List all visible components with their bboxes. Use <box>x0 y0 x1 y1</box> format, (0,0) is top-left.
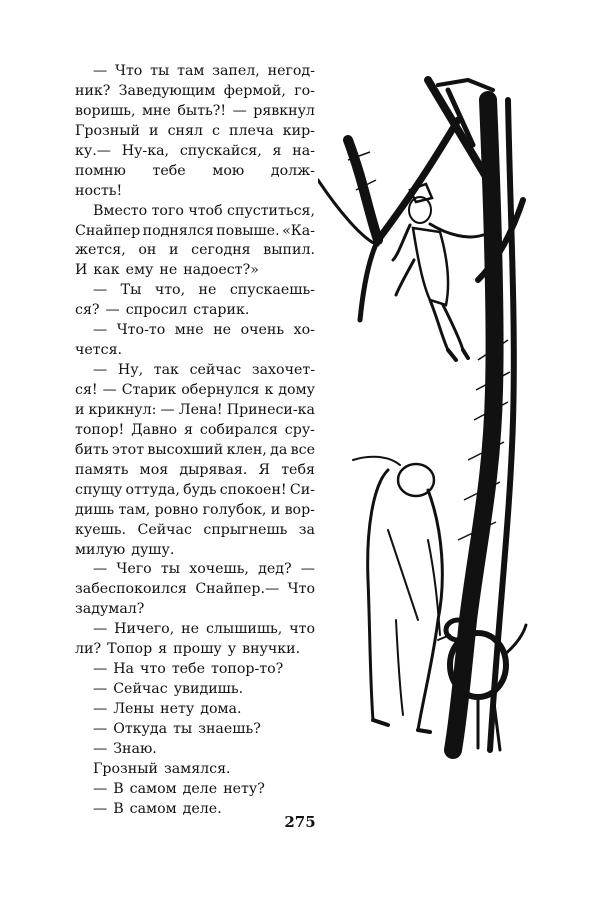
text-line: — На что тебе топор-то? <box>93 661 284 678</box>
text-column <box>75 62 315 820</box>
text-line: воришь, мне быть?! — рявкнул <box>75 102 315 119</box>
text-line: — Ничего, не слышишь, что <box>93 621 315 638</box>
text-line: — Что-то мне не очень хо- <box>93 322 315 339</box>
text-line: помню тебе мою долж- <box>75 162 315 179</box>
text-line: задумал? <box>75 601 145 618</box>
text-line: жется, он и сегодня выпил. <box>75 242 315 259</box>
text-line: Грозный замялся. <box>93 760 231 777</box>
text-line: ку.— Ну-ка, спускайся, я на- <box>75 142 315 159</box>
text-line: чется. <box>75 342 123 359</box>
text-line: — Лены нету дома. <box>93 701 242 717</box>
text-line: — Ты что, не спускаешь- <box>93 282 315 299</box>
text-line: ник? Заведующим фермой, го- <box>75 82 315 99</box>
text-line: — Сейчас увидишь. <box>93 681 244 698</box>
text-line: — Ну, так сейчас захочет- <box>93 362 315 379</box>
text-line: — Что ты там запел, негод- <box>93 63 315 79</box>
text-line: ся! — Старик обернулся к дому <box>75 382 315 398</box>
text-line: ность! <box>75 182 123 199</box>
text-line: бить этот высохший клен, да все <box>75 441 315 458</box>
text-line: Снайпер поднялся повыше. «Ка- <box>75 222 315 239</box>
text-line: — В самом деле. <box>93 800 222 817</box>
text-line: Грозный и снял с плеча кир- <box>75 122 315 139</box>
text-line: — Чего ты хочешь, дед? — <box>93 561 315 578</box>
tree-with-man-and-old-man-with-dog-icon <box>318 60 534 760</box>
text-line: дишь там, ровно голубок, и вор- <box>75 501 315 518</box>
text-line: куешь. Сейчас спрыгнешь за <box>75 521 315 538</box>
text-line: — Откуда ты знаешь? <box>93 720 261 737</box>
illustration <box>318 60 534 760</box>
text-line: ли? Топор я прошу у внучки. <box>75 641 301 658</box>
text-line: и крикнул: — Лена! Принеси-ка <box>75 401 315 418</box>
text-line: память моя дырявая. Я тебя <box>75 461 315 478</box>
text-line: топор! Давно я собирался сру- <box>75 421 315 438</box>
text-line: — В самом деле нету? <box>93 780 265 797</box>
text-line: ся? — спросил старик. <box>75 302 250 319</box>
text-line: Вместо того чтоб спуститься, <box>93 202 315 219</box>
text-line: милую душу. <box>75 541 175 558</box>
text-line: — Знаю. <box>93 740 157 757</box>
text-line: И как ему не надоест?» <box>75 262 259 279</box>
page-number: 275 <box>284 813 316 831</box>
text-line: забеспокоился Снайпер.— Что <box>75 581 315 598</box>
text-line: спущу оттуда, будь спокоен! Си- <box>75 481 315 498</box>
